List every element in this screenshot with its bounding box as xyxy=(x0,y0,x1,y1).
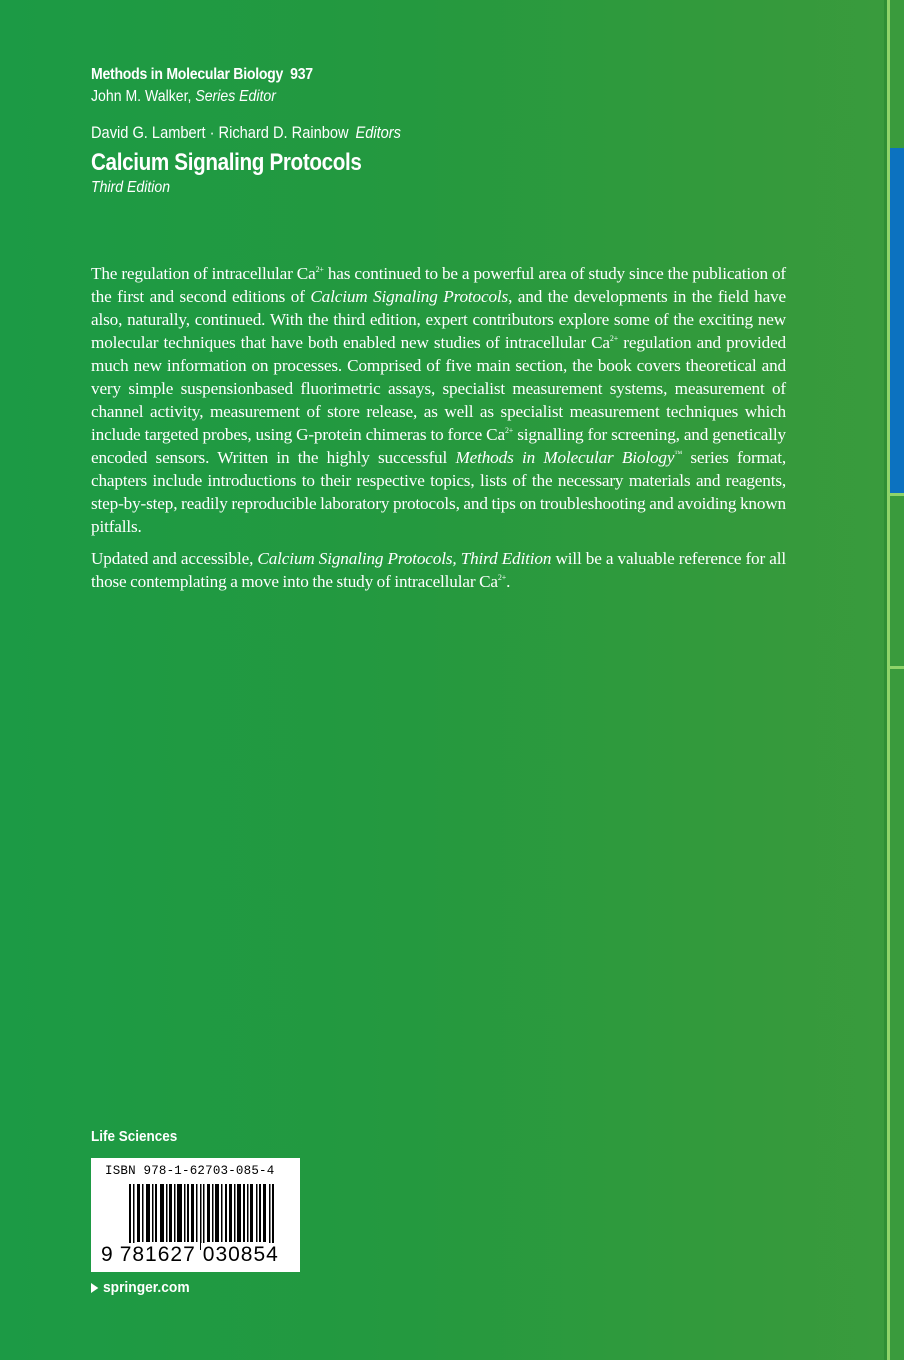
ean-group-2: 030854 xyxy=(202,1243,279,1266)
editors-names: David G. Lambert · Richard D. Rainbow xyxy=(91,123,349,142)
isbn-barcode xyxy=(91,1158,300,1272)
cover-header xyxy=(91,64,791,198)
series-editor-role: Series Editor xyxy=(195,88,276,105)
spine-blue-bar xyxy=(890,148,904,493)
isbn-label: ISBN 978-1-62703-085-4 xyxy=(105,1164,275,1178)
publisher-link-text[interactable]: springer.com xyxy=(102,1279,190,1296)
play-arrow-icon xyxy=(91,1283,98,1293)
series-editor-name: John M. Walker, xyxy=(91,88,192,105)
description-paragraph-2: Updated and accessible, Calcium Signaling Protocols, Third Edition will be a valuable reference for all those contemplating a move into the study of intracellular $Ca^{2+}$. xyxy=(91,549,786,591)
ean-first-digit: 9 xyxy=(101,1243,114,1266)
book-title: Calcium Signaling Protocols xyxy=(91,149,362,176)
book-edition: Third Edition xyxy=(91,179,171,196)
series-name: Methods in Molecular Biology xyxy=(91,66,284,83)
spine-divider-line-1 xyxy=(888,493,904,496)
description-paragraph-1: The regulation of intracellular $Ca^{2+}$ has continued to be a powerful area of study since the publication of the first and second editions of Calcium Signaling Protocols, and the developments in the field have also, naturally, continued. With the third edition, expert contributors explore some of the exciting new molecular techniques that have both enabled new studies of intracellular $Ca^{2+}$ regulation and provided much new information on processes. Comprised of five main section, the book covers theoretical and very simple suspensionbased fluorimetric assays, specialist measurement systems, measurement of channel activity, measurement of store release, as well as specialist measurement techniques which include targeted probes, using G-protein chimeras to force $Ca^{2+}$ signalling for screening, and genetically encoded sensors. Written in the highly successful Methods in Molecular Biology™ series format, chapters include introductions to their respective topics, lists of the necessary materials and reagents, step-by-step, readily reproducible laboratory protocols, and tips on troubleshooting and avoiding known pitfalls. xyxy=(91,264,787,536)
subject-category: Life Sciences xyxy=(91,1128,178,1145)
ean-group-1: 781627 xyxy=(119,1243,196,1266)
series-title xyxy=(91,64,707,86)
barcode-icon xyxy=(129,1184,279,1250)
series-number: 937 xyxy=(290,66,313,83)
editors-role: Editors xyxy=(355,123,401,142)
series-editor xyxy=(91,86,707,108)
ean-number xyxy=(101,1243,281,1267)
publisher-link[interactable] xyxy=(91,1279,190,1296)
spine-divider-line-2 xyxy=(888,666,904,669)
book-description xyxy=(91,262,786,602)
book-editors xyxy=(91,122,693,144)
